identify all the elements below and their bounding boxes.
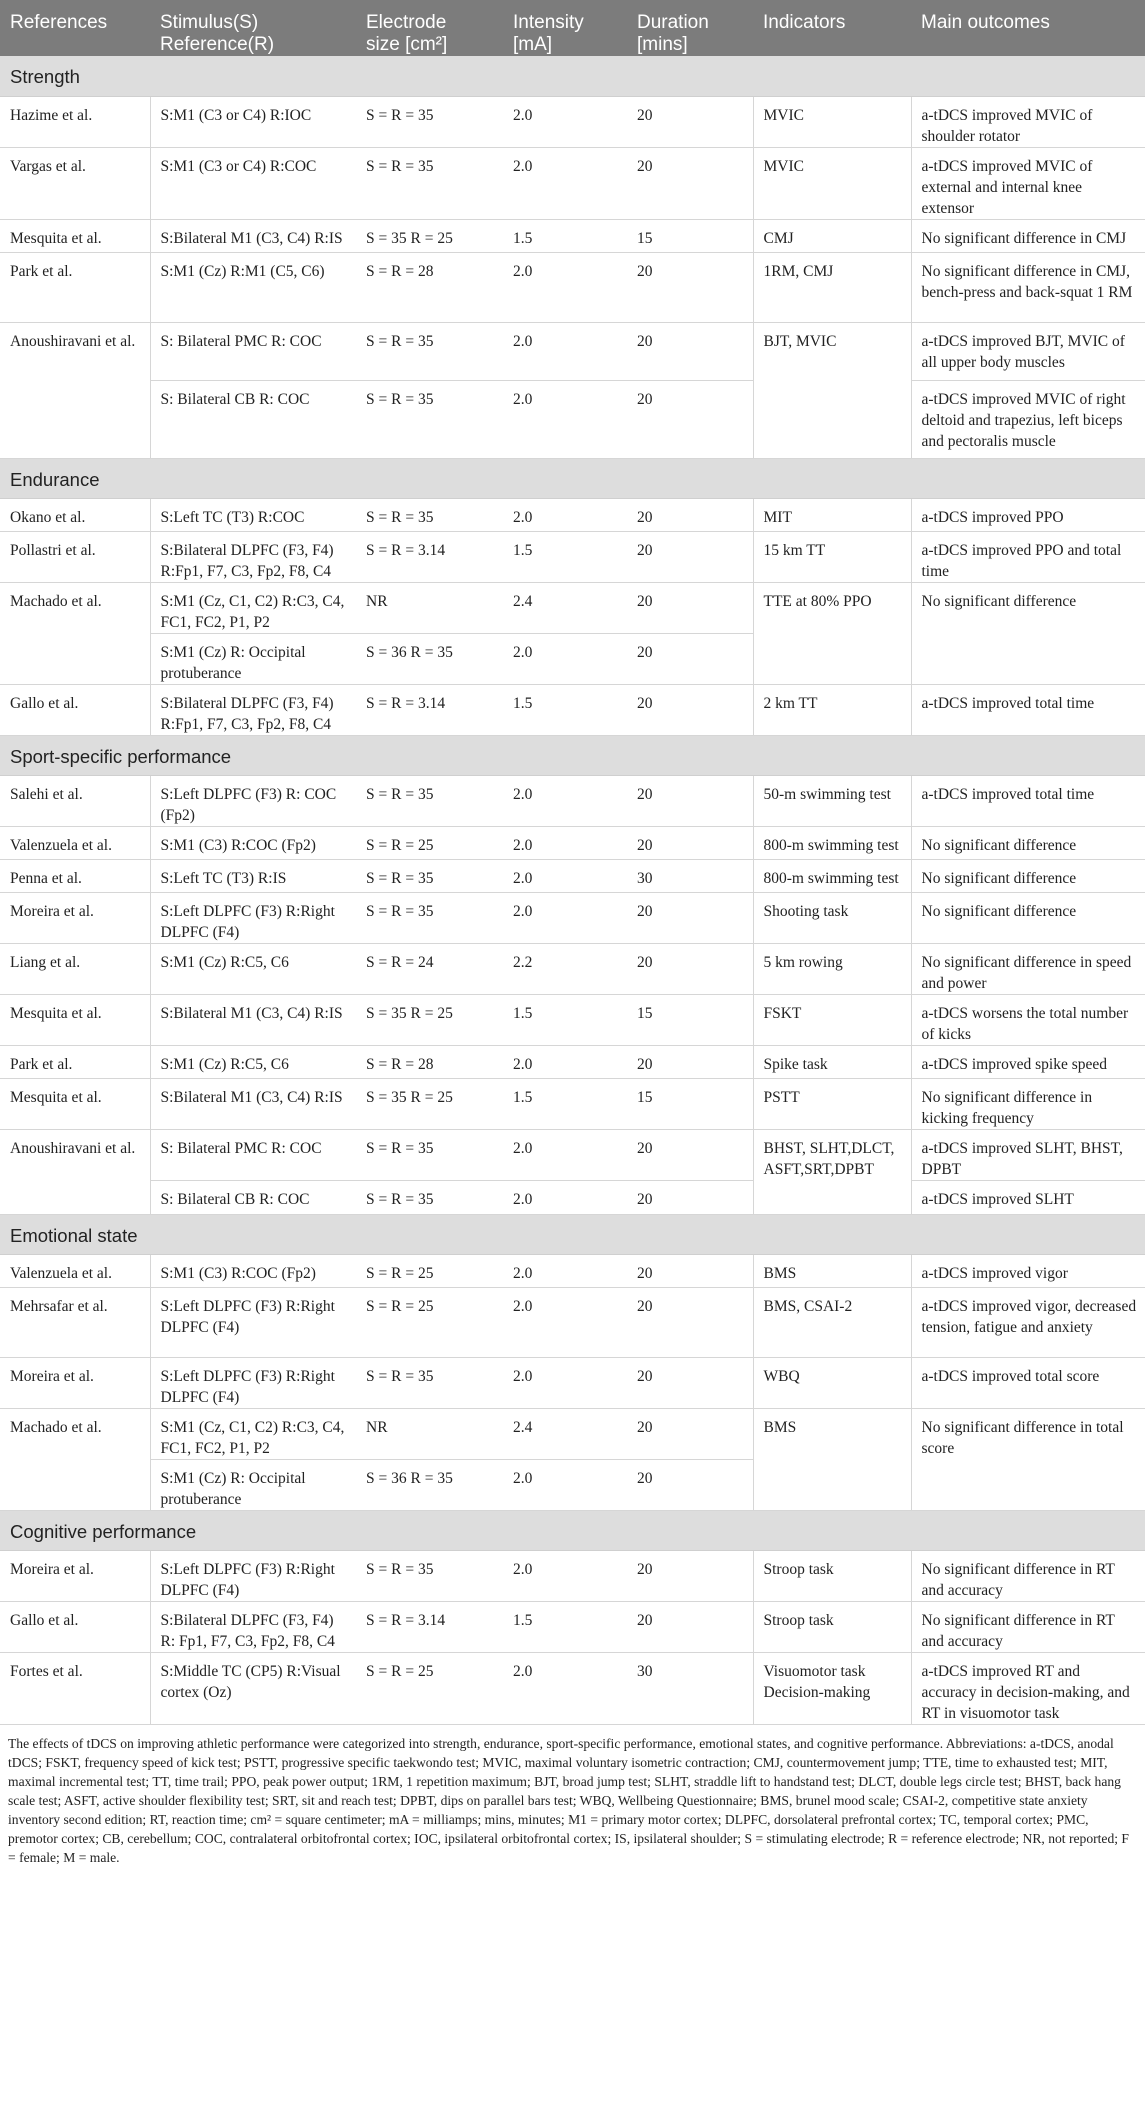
cell-size: S = R = 24 [356, 943, 503, 994]
cell-stim: S:Bilateral DLPFC (F3, F4) R:Fp1, F7, C3, Fp2, F8, C4 [150, 531, 356, 582]
cell-size: S = R = 35 [356, 147, 503, 219]
cell-intensity: 2.0 [503, 252, 627, 322]
table-footnote: The effects of tDCS on improving athletic performance were categorized into strength, endurance, sport-specific performance, emotional states, and cognitive performance. Abbreviations: a-tDCS, anodal tDCS; FSKT, frequency speed of kick test; PSTT, progressive specific taekwondo test; MVIC, maximal voluntary isometric contraction; CMJ, countermovement jump; TTE, time to exhausted test; MIT, maximal incremental test; TT, time trail; PPO, peak power output; 1RM, 1 repetition maximum; BJT, broad jump test; SLHT, straddle lift to handstand test; DLCT, double legs circle test; BHST, back hang scale test; ASFT, active shoulder flexibility test; SRT, sit and reach test; DPBT, dips on parallel bars test; WBQ, Wellbeing Questionnaire; BMS, brunel mood scale; CSAI-2, competitive state anxiety inventory second edition; RT, reaction time; cm² = square centimeter; mA = milliamps; mins, minutes; M1 = primary motor cortex; DLPFC, dorsolateral prefrontal cortex; TC, temporal cortex; PMC, premotor cortex; CB, cerebellum; COC, contralateral orbitofrontal cortex; IOC, ipsilateral orbitofrontal cortex; IS, ipsilateral shoulder; S = stimulating electrode; R = reference electrode; NR, not reported; F = female; M = male. [8, 1735, 1129, 1865]
section-cognitive-performance [0, 1510, 1145, 1550]
header-main-outcomes: Main outcomes [911, 0, 1145, 56]
cell-intensity: 2.0 [503, 322, 627, 380]
cell-duration: 20 [627, 322, 753, 380]
cell-outcome: No significant difference [911, 892, 1145, 943]
cell-size: S = R = 35 [356, 1180, 503, 1214]
cell-outcome: a-tDCS improved PPO [911, 498, 1145, 531]
cell-stim: S:M1 (Cz) R:C5, C6 [150, 1045, 356, 1078]
cell-stim: S:Bilateral M1 (C3, C4) R:IS [150, 994, 356, 1045]
cell-size: S = R = 3.14 [356, 684, 503, 735]
cell-indicators: 800-m swimming test [753, 859, 911, 892]
cell-ref: Gallo et al. [0, 1601, 150, 1652]
cell-ref: Park et al. [0, 252, 150, 322]
cell-intensity: 2.0 [503, 498, 627, 531]
cell-intensity: 2.0 [503, 96, 627, 147]
cell-ref: Machado et al. [0, 1408, 150, 1510]
cell-stim: S:M1 (Cz) R:M1 (C5, C6) [150, 252, 356, 322]
cell-size: S = R = 3.14 [356, 531, 503, 582]
cell-indicators: MVIC [753, 96, 911, 147]
section-label: Strength [0, 56, 1145, 96]
table-row [0, 684, 1145, 735]
cell-size: S = R = 35 [356, 1357, 503, 1408]
cell-ref: Mehrsafar et al. [0, 1287, 150, 1357]
table-row [0, 1129, 1145, 1180]
cell-intensity: 2.0 [503, 1129, 627, 1180]
cell-outcome: a-tDCS improved RT and accuracy in decision-making, and RT in visuomotor task [911, 1652, 1145, 1724]
cell-ref: Anoushiravani et al. [0, 1129, 150, 1214]
table-row [0, 859, 1145, 892]
cell-intensity: 2.0 [503, 380, 627, 458]
cell-size: S = 36 R = 35 [356, 633, 503, 684]
cell-outcome: No significant difference in total score [911, 1408, 1145, 1510]
cell-ref: Moreira et al. [0, 1357, 150, 1408]
cell-ref: Okano et al. [0, 498, 150, 531]
cell-size: S = R = 35 [356, 859, 503, 892]
cell-stim: S: Bilateral CB R: COC [150, 380, 356, 458]
cell-duration: 20 [627, 1045, 753, 1078]
cell-intensity: 2.0 [503, 775, 627, 826]
cell-ref: Valenzuela et al. [0, 1254, 150, 1287]
cell-indicators: Visuomotor task Decision-making [753, 1652, 911, 1724]
cell-size: NR [356, 582, 503, 633]
cell-stim: S:Left TC (T3) R:IS [150, 859, 356, 892]
cell-outcome: a-tDCS improved vigor [911, 1254, 1145, 1287]
cell-outcome: a-tDCS improved MVIC of right deltoid and trapezius, left biceps and pectoralis muscle [911, 380, 1145, 458]
header-stimulus: Stimulus(S) Reference(R) [150, 0, 356, 56]
cell-size: S = R = 35 [356, 892, 503, 943]
cell-indicators: BMS [753, 1254, 911, 1287]
cell-duration: 20 [627, 96, 753, 147]
cell-duration: 20 [627, 531, 753, 582]
cell-stim: S:Middle TC (CP5) R:Visual cortex (Oz) [150, 1652, 356, 1724]
cell-indicators: 1RM, CMJ [753, 252, 911, 322]
cell-duration: 20 [627, 582, 753, 633]
table-row [0, 892, 1145, 943]
cell-outcome: a-tDCS improved PPO and total time [911, 531, 1145, 582]
cell-outcome: a-tDCS improved vigor, decreased tension, fatigue and anxiety [911, 1287, 1145, 1357]
cell-indicators: WBQ [753, 1357, 911, 1408]
cell-stim: S:M1 (Cz) R: Occipital protuberance [150, 1459, 356, 1510]
cell-size: S = R = 35 [356, 498, 503, 531]
table-row [0, 1408, 1145, 1459]
cell-duration: 15 [627, 1078, 753, 1129]
cell-intensity: 2.0 [503, 147, 627, 219]
cell-ref: Pollastri et al. [0, 531, 150, 582]
cell-stim: S:M1 (Cz, C1, C2) R:C3, C4, FC1, FC2, P1, P2 [150, 582, 356, 633]
cell-outcome: a-tDCS improved BJT, MVIC of all upper body muscles [911, 322, 1145, 380]
section-label: Emotional state [0, 1214, 1145, 1254]
cell-size: S = R = 28 [356, 252, 503, 322]
cell-outcome: No significant difference in CMJ [911, 219, 1145, 252]
cell-indicators: Stroop task [753, 1550, 911, 1601]
section-label: Cognitive performance [0, 1510, 1145, 1550]
cell-intensity: 2.0 [503, 1045, 627, 1078]
table-row [0, 775, 1145, 826]
cell-indicators: Stroop task [753, 1601, 911, 1652]
cell-duration: 20 [627, 684, 753, 735]
cell-outcome: a-tDCS improved total score [911, 1357, 1145, 1408]
cell-size: S = R = 35 [356, 775, 503, 826]
section-emotional-state [0, 1214, 1145, 1254]
cell-intensity: 2.0 [503, 1550, 627, 1601]
cell-indicators: BHST, SLHT,DLCT, ASFT,SRT,DPBT [753, 1129, 911, 1214]
cell-intensity: 1.5 [503, 531, 627, 582]
cell-outcome: a-tDCS improved spike speed [911, 1045, 1145, 1078]
cell-ref: Hazime et al. [0, 96, 150, 147]
table-row [0, 531, 1145, 582]
cell-stim: S:Bilateral DLPFC (F3, F4) R: Fp1, F7, C3, Fp2, F8, C4 [150, 1601, 356, 1652]
cell-indicators: 50-m swimming test [753, 775, 911, 826]
cell-ref: Moreira et al. [0, 1550, 150, 1601]
cell-duration: 20 [627, 498, 753, 531]
cell-intensity: 2.0 [503, 892, 627, 943]
cell-size: S = R = 35 [356, 96, 503, 147]
cell-ref: Mesquita et al. [0, 1078, 150, 1129]
cell-intensity: 1.5 [503, 1078, 627, 1129]
table-row [0, 826, 1145, 859]
table-row [0, 1287, 1145, 1357]
cell-outcome: No significant difference [911, 859, 1145, 892]
cell-intensity: 2.4 [503, 1408, 627, 1459]
cell-stim: S:M1 (C3) R:COC (Fp2) [150, 826, 356, 859]
cell-duration: 15 [627, 994, 753, 1045]
cell-duration: 20 [627, 1287, 753, 1357]
cell-indicators: FSKT [753, 994, 911, 1045]
cell-stim: S:M1 (Cz, C1, C2) R:C3, C4, FC1, FC2, P1, P2 [150, 1408, 356, 1459]
cell-size: S = R = 35 [356, 1129, 503, 1180]
cell-duration: 20 [627, 147, 753, 219]
table-row [0, 1357, 1145, 1408]
header-duration: Duration [mins] [627, 0, 753, 56]
cell-duration: 20 [627, 1180, 753, 1214]
table-row [0, 252, 1145, 322]
cell-intensity: 2.0 [503, 1287, 627, 1357]
header-intensity: Intensity [mA] [503, 0, 627, 56]
cell-duration: 20 [627, 943, 753, 994]
table-row [0, 147, 1145, 219]
cell-stim: S:Bilateral DLPFC (F3, F4) R:Fp1, F7, C3, Fp2, F8, C4 [150, 684, 356, 735]
cell-outcome: No significant difference in speed and power [911, 943, 1145, 994]
cell-size: S = R = 25 [356, 1254, 503, 1287]
table-row [0, 1550, 1145, 1601]
cell-intensity: 2.2 [503, 943, 627, 994]
cell-indicators: CMJ [753, 219, 911, 252]
cell-size: S = R = 25 [356, 1652, 503, 1724]
table-row [0, 322, 1145, 380]
cell-duration: 20 [627, 1459, 753, 1510]
cell-duration: 20 [627, 252, 753, 322]
cell-intensity: 2.0 [503, 1459, 627, 1510]
cell-ref: Machado et al. [0, 582, 150, 684]
cell-indicators: Shooting task [753, 892, 911, 943]
cell-intensity: 2.0 [503, 826, 627, 859]
cell-duration: 20 [627, 1550, 753, 1601]
cell-outcome: No significant difference [911, 582, 1145, 684]
cell-size: S = R = 28 [356, 1045, 503, 1078]
table-row [0, 96, 1145, 147]
cell-size: S = R = 3.14 [356, 1601, 503, 1652]
cell-intensity: 1.5 [503, 219, 627, 252]
cell-indicators: Spike task [753, 1045, 911, 1078]
cell-ref: Fortes et al. [0, 1652, 150, 1724]
cell-indicators: MVIC [753, 147, 911, 219]
cell-size: NR [356, 1408, 503, 1459]
table-row [0, 943, 1145, 994]
cell-indicators: BJT, MVIC [753, 322, 911, 458]
cell-ref: Penna et al. [0, 859, 150, 892]
section-label: Sport-specific performance [0, 735, 1145, 775]
cell-duration: 20 [627, 1408, 753, 1459]
cell-size: S = 35 R = 25 [356, 219, 503, 252]
section-label: Endurance [0, 458, 1145, 498]
cell-ref: Vargas et al. [0, 147, 150, 219]
cell-duration: 20 [627, 1129, 753, 1180]
cell-duration: 20 [627, 1601, 753, 1652]
cell-indicators: 2 km TT [753, 684, 911, 735]
cell-stim: S:M1 (C3 or C4) R:COC [150, 147, 356, 219]
cell-stim: S:Left DLPFC (F3) R:Right DLPFC (F4) [150, 1550, 356, 1601]
cell-indicators: 5 km rowing [753, 943, 911, 994]
cell-duration: 20 [627, 1357, 753, 1408]
cell-stim: S:M1 (Cz) R: Occipital protuberance [150, 633, 356, 684]
header-references: References [0, 0, 150, 56]
cell-intensity: 2.0 [503, 859, 627, 892]
section-endurance [0, 458, 1145, 498]
cell-indicators: BMS [753, 1408, 911, 1510]
cell-duration: 15 [627, 219, 753, 252]
table-row [0, 1601, 1145, 1652]
cell-size: S = R = 35 [356, 1550, 503, 1601]
cell-duration: 30 [627, 1652, 753, 1724]
cell-size: S = R = 25 [356, 1287, 503, 1357]
cell-indicators: 15 km TT [753, 531, 911, 582]
cell-ref: Liang et al. [0, 943, 150, 994]
cell-intensity: 2.0 [503, 1254, 627, 1287]
cell-intensity: 2.0 [503, 633, 627, 684]
cell-stim: S: Bilateral PMC R: COC [150, 1129, 356, 1180]
cell-stim: S:Left DLPFC (F3) R: COC (Fp2) [150, 775, 356, 826]
cell-indicators: MIT [753, 498, 911, 531]
cell-stim: S:Bilateral M1 (C3, C4) R:IS [150, 219, 356, 252]
cell-intensity: 1.5 [503, 1601, 627, 1652]
table-row [0, 582, 1145, 633]
cell-size: S = R = 35 [356, 380, 503, 458]
cell-stim: S: Bilateral PMC R: COC [150, 322, 356, 380]
table-row [0, 1045, 1145, 1078]
cell-ref: Mesquita et al. [0, 994, 150, 1045]
cell-intensity: 2.4 [503, 582, 627, 633]
cell-outcome: No significant difference in RT and accuracy [911, 1550, 1145, 1601]
cell-outcome: a-tDCS improved SLHT, BHST, DPBT [911, 1129, 1145, 1180]
cell-ref: Anoushiravani et al. [0, 322, 150, 458]
cell-ref: Valenzuela et al. [0, 826, 150, 859]
cell-stim: S:M1 (C3) R:COC (Fp2) [150, 1254, 356, 1287]
cell-intensity: 2.0 [503, 1357, 627, 1408]
cell-outcome: No significant difference [911, 826, 1145, 859]
cell-indicators: TTE at 80% PPO [753, 582, 911, 684]
cell-stim: S:Left TC (T3) R:COC [150, 498, 356, 531]
cell-stim: S:M1 (C3 or C4) R:IOC [150, 96, 356, 147]
table-row [0, 1652, 1145, 1724]
cell-stim: S:Bilateral M1 (C3, C4) R:IS [150, 1078, 356, 1129]
section-strength [0, 56, 1145, 96]
cell-ref: Gallo et al. [0, 684, 150, 735]
cell-intensity: 1.5 [503, 994, 627, 1045]
cell-size: S = 36 R = 35 [356, 1459, 503, 1510]
cell-duration: 20 [627, 380, 753, 458]
cell-indicators: PSTT [753, 1078, 911, 1129]
cell-outcome: No significant difference in RT and accuracy [911, 1601, 1145, 1652]
cell-intensity: 2.0 [503, 1652, 627, 1724]
cell-size: S = R = 25 [356, 826, 503, 859]
table-row [0, 994, 1145, 1045]
cell-outcome: No significant difference in kicking frequency [911, 1078, 1145, 1129]
cell-stim: S:Left DLPFC (F3) R:Right DLPFC (F4) [150, 892, 356, 943]
cell-duration: 20 [627, 633, 753, 684]
cell-duration: 30 [627, 859, 753, 892]
table-row [0, 1180, 1145, 1214]
cell-size: S = 35 R = 25 [356, 1078, 503, 1129]
cell-stim: S:Left DLPFC (F3) R:Right DLPFC (F4) [150, 1287, 356, 1357]
cell-stim: S:M1 (Cz) R:C5, C6 [150, 943, 356, 994]
cell-ref: Park et al. [0, 1045, 150, 1078]
cell-duration: 20 [627, 775, 753, 826]
table-row [0, 219, 1145, 252]
header-electrode-size: Electrode size [cm²] [356, 0, 503, 56]
cell-outcome: a-tDCS improved MVIC of shoulder rotator [911, 96, 1145, 147]
cell-stim: S:Left DLPFC (F3) R:Right DLPFC (F4) [150, 1357, 356, 1408]
cell-duration: 20 [627, 1254, 753, 1287]
cell-ref: Salehi et al. [0, 775, 150, 826]
table-row [0, 380, 1145, 458]
table-row [0, 498, 1145, 531]
cell-outcome: No significant difference in CMJ, bench-press and back-squat 1 RM [911, 252, 1145, 322]
header-indicators: Indicators [753, 0, 911, 56]
cell-duration: 20 [627, 826, 753, 859]
header-row [0, 0, 1145, 56]
table-row [0, 1254, 1145, 1287]
cell-size: S = R = 35 [356, 322, 503, 380]
cell-indicators: BMS, CSAI-2 [753, 1287, 911, 1357]
cell-outcome: a-tDCS improved total time [911, 775, 1145, 826]
cell-intensity: 1.5 [503, 684, 627, 735]
cell-outcome: a-tDCS worsens the total number of kicks [911, 994, 1145, 1045]
cell-intensity: 2.0 [503, 1180, 627, 1214]
table-row [0, 1078, 1145, 1129]
cell-duration: 20 [627, 892, 753, 943]
cell-ref: Moreira et al. [0, 892, 150, 943]
cell-ref: Mesquita et al. [0, 219, 150, 252]
cell-outcome: a-tDCS improved SLHT [911, 1180, 1145, 1214]
cell-outcome: a-tDCS improved MVIC of external and internal knee extensor [911, 147, 1145, 219]
cell-stim: S: Bilateral CB R: COC [150, 1180, 356, 1214]
cell-indicators: 800-m swimming test [753, 826, 911, 859]
section-sport-specific [0, 735, 1145, 775]
cell-outcome: a-tDCS improved total time [911, 684, 1145, 735]
cell-size: S = 35 R = 25 [356, 994, 503, 1045]
